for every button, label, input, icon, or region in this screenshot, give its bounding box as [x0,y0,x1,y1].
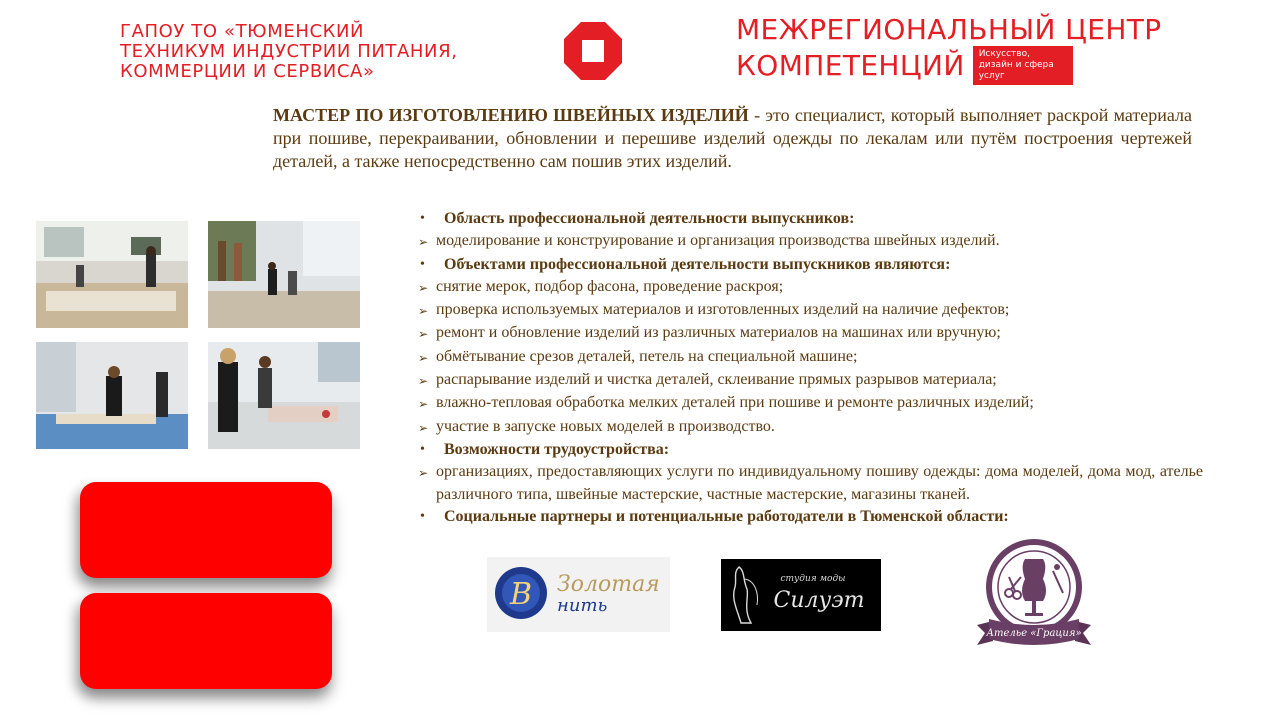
list-item: ➢ распарывание изделий и чистка деталей, склеивание прямых разрывов материала; [418,371,997,389]
section-heading: • Область профессиональной деятельности выпускников: [420,210,855,227]
partner-name: Силуэт [773,588,865,613]
study-form-box-1 [80,482,332,578]
study-form-box-2 [80,593,332,689]
photo-grid [36,221,366,457]
competence-center-title: МЕЖРЕГИОНАЛЬНЫЙ ЦЕНТР КОМПЕТЕНЦИЙ Искусство, дизайн и сфера услуг [736,14,1162,85]
section-heading: • Возможности трудоустройства: [420,440,670,458]
octagon-logo-icon [564,22,622,80]
list-item: ➢ участие в запуске новых моделей в производство. [418,417,775,435]
workshop-photo-3 [36,342,188,449]
partner-name: Ателье «Грация» [986,628,1082,639]
atelie-gratsiya-logo [973,537,1095,653]
svg-text:B: B [509,577,533,612]
profession-description: МАСТЕР ПО ИЗГОТОВЛЕНИЮ ШВЕЙНЫХ ИЗДЕЛИЙ - это специалист, который выполняет раскрой материала при пошиве, перекраивании, обновлении и перешиве изделий одежды по лекалам или путём построения чертежей деталей, а также непосредственно сам пошив этих изделий. [273,105,1192,171]
list-item: ➢ снятие мерок, подбор фасона, проведение раскроя; [418,277,784,295]
profession-title: МАСТЕР ПО ИЗГОТОВЛЕНИЮ ШВЕЙНЫХ ИЗДЕЛИЙ [273,105,749,125]
partner-name-line2: нить [557,595,608,616]
list-item: ➢ ремонт и обновление изделий из различных материалов на машинах или вручную; [418,324,1001,342]
list-item: ➢ обмётывание срезов деталей, петель на специальной машине; [418,347,858,365]
list-item: ➢ проверка используемых материалов и изготовленных изделий на наличие дефектов; [418,301,1010,319]
partner-name-line1: Золотая [557,572,660,597]
zolotaya-nit-logo [487,557,670,632]
list-item: ➢ моделирование и конструирование и организация производства швейных изделий. [418,232,1000,250]
siluet-logo [721,559,881,631]
center-badge: Искусство, дизайн и сфера услуг [973,46,1073,85]
workshop-photo-2 [208,221,360,328]
workshop-photo-4 [208,342,360,449]
college-name: ГАПОУ ТО «ТЮМЕНСКИЙ ТЕХНИКУМ ИНДУСТРИИ ПИТАНИЯ, КОММЕРЦИИ И СЕРВИСА» [120,21,458,82]
workshop-photo-1 [36,221,188,328]
partner-subtitle: студия моды [780,574,846,584]
list-item: ➢ организациях, предоставляющих услуги по индивидуальному пошиву одежды: дома моделей, дома мод, ателье различного типа, швейные мастерские, частные мастерские, магазины тканей. [418,463,1203,503]
section-heading: • Объектами профессиональной деятельности выпускников являются: [420,255,951,273]
list-item: ➢ влажно-тепловая обработка мелких деталей при пошиве и ремонте различных изделий; [418,394,1034,412]
profession-details [418,208,1203,528]
section-heading: • Социальные партнеры и потенциальные работодатели в Тюменской области: [420,507,1009,525]
